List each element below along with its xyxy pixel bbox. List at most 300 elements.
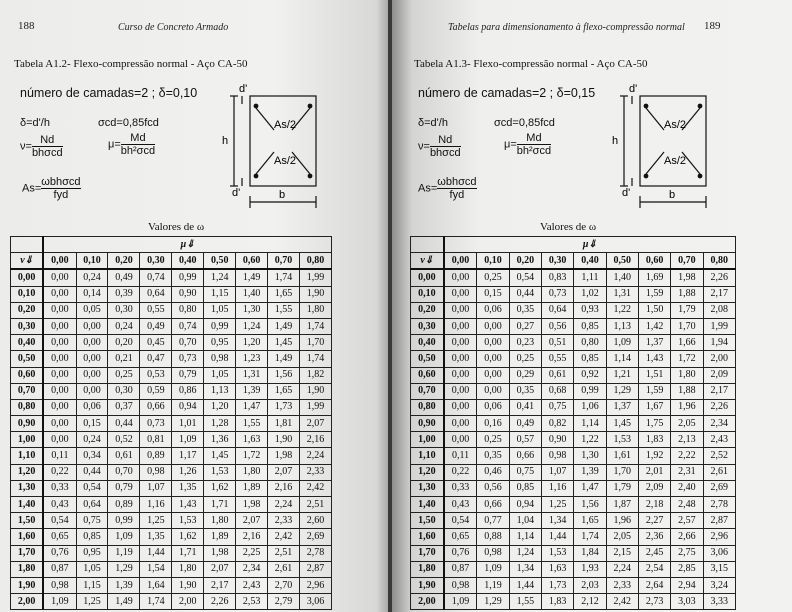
table-cell: 0,22 (43, 464, 76, 480)
table-cell: 1,72 (236, 448, 268, 464)
table-cell: 1,72 (671, 351, 703, 367)
table-cell: 2,07 (300, 416, 332, 432)
table-cell: 1,44 (542, 529, 574, 545)
table-cell: 2,31 (671, 464, 703, 480)
row-label: 0,30 (411, 318, 444, 334)
as-bottom-label: As/2 (274, 155, 297, 167)
table-cell: 2,07 (204, 561, 236, 577)
table-cell: 2,07 (236, 513, 268, 529)
table-cell: 1,90 (300, 383, 332, 399)
table-cell: 1,55 (509, 594, 541, 610)
nu-formula: ν= $\frac{Nd}{\text{bhσcd}}$ (20, 134, 63, 159)
table-cell: 1,13 (204, 383, 236, 399)
table-cell: 2,16 (236, 529, 268, 545)
row-label: 0,10 (11, 286, 44, 302)
table-row (11, 286, 332, 302)
h-label: h (222, 135, 229, 147)
table-cell: 1,73 (542, 577, 574, 593)
table-cell: 1,49 (236, 269, 268, 286)
table-cell: 2,09 (703, 367, 735, 383)
table-row (11, 302, 332, 318)
table-cell: 0,56 (542, 318, 574, 334)
table-cell: 0,00 (76, 335, 108, 351)
table-cell: 0,74 (140, 269, 172, 286)
cross-section-figure (612, 80, 722, 210)
table-cell: 2,51 (300, 497, 332, 513)
nu-formula: ν= $\frac{Nd}{\text{bhσcd}}$ (418, 134, 461, 159)
layer-title: número de camadas=2 ; δ=0,15 (418, 86, 596, 100)
table-cell: 1,81 (268, 416, 300, 432)
table-cell: 0,90 (172, 286, 204, 302)
mu-header-row (411, 237, 736, 253)
row-label: 1,00 (411, 432, 444, 448)
table-cell: 2,43 (703, 432, 735, 448)
table-cell: 0,74 (172, 318, 204, 334)
table-cell: 2,96 (300, 577, 332, 593)
table-cell: 1,43 (172, 497, 204, 513)
left-page (0, 0, 392, 612)
table-cell: 0,30 (108, 383, 140, 399)
table-cell: 0,76 (43, 545, 76, 561)
table-cell: 0,00 (43, 318, 76, 334)
table-cell: 0,25 (509, 351, 541, 367)
row-label: 0,90 (411, 416, 444, 432)
as-formula: As= $\frac{\text{ωbhσcd}}{\text{fyd}}$ (22, 176, 81, 201)
delta-formula: δ=d'/h (20, 117, 50, 129)
table-cell: 0,79 (108, 480, 140, 496)
table-cell: 2,00 (172, 594, 204, 610)
mu-header: μ⇓ (43, 237, 331, 253)
table-cell: 0,56 (477, 480, 509, 496)
row-label: 1,10 (11, 448, 44, 464)
mu-header-row (11, 237, 332, 253)
d-bottom-label: d' (232, 187, 241, 199)
table-cell: 1,37 (606, 399, 638, 415)
table-cell: 1,65 (574, 513, 606, 529)
table-cell: 1,45 (606, 416, 638, 432)
d-top-label: d' (629, 83, 638, 95)
row-label: 0,00 (411, 269, 444, 286)
table-row (411, 577, 736, 593)
table-cell: 0,37 (108, 399, 140, 415)
table-cell: 0,80 (172, 302, 204, 318)
table-cell: 0,00 (444, 416, 477, 432)
table-cell: 1,47 (236, 399, 268, 415)
table-cell: 0,11 (43, 448, 76, 464)
omega-table (410, 236, 736, 610)
table-cell: 0,66 (140, 399, 172, 415)
right-page (392, 0, 792, 612)
table-cell: 0,00 (444, 383, 477, 399)
table-cell: 1,59 (638, 383, 670, 399)
column-header: 0,40 (172, 253, 204, 270)
table-cell: 1,23 (236, 351, 268, 367)
table-cell: 0,52 (108, 432, 140, 448)
table-cell: 2,33 (268, 513, 300, 529)
table-cell: 0,06 (76, 399, 108, 415)
table-cell: 1,20 (236, 335, 268, 351)
table-cell: 2,70 (268, 577, 300, 593)
row-label: 0,10 (411, 286, 444, 302)
table-cell: 3,33 (703, 594, 735, 610)
table-cell: 1,90 (172, 577, 204, 593)
table-cell: 0,00 (43, 383, 76, 399)
table-cell: 2,16 (268, 480, 300, 496)
row-label: 0,20 (11, 302, 44, 318)
table-cell: 2,03 (574, 577, 606, 593)
row-label: 1,80 (411, 561, 444, 577)
table-cell: 0,54 (43, 513, 76, 529)
table-cell: 0,94 (172, 399, 204, 415)
table-cell: 2,69 (300, 529, 332, 545)
row-label: 1,10 (411, 448, 444, 464)
table-cell: 1,89 (236, 480, 268, 496)
table-cell: 1,17 (172, 448, 204, 464)
table-cell: 1,30 (574, 448, 606, 464)
table-cell: 1,09 (477, 561, 509, 577)
table-cell: 0,00 (43, 416, 76, 432)
table-cell: 0,00 (43, 432, 76, 448)
b-label: b (279, 189, 286, 201)
row-label: 1,20 (11, 464, 44, 480)
table-cell: 1,83 (638, 432, 670, 448)
table-cell: 1,94 (703, 335, 735, 351)
column-header: 0,70 (268, 253, 300, 270)
row-label: 1,30 (11, 480, 44, 496)
table-cell: 1,80 (236, 464, 268, 480)
table-cell: 0,35 (509, 383, 541, 399)
table-row (11, 577, 332, 593)
table-cell: 0,24 (108, 318, 140, 334)
table-cell: 1,20 (204, 399, 236, 415)
table-cell: 2,87 (300, 561, 332, 577)
table-cell: 2,08 (703, 302, 735, 318)
table-cell: 0,39 (108, 286, 140, 302)
row-label: 1,70 (411, 545, 444, 561)
table-cell: 0,27 (509, 318, 541, 334)
table-cell: 0,73 (542, 286, 574, 302)
omega-table (10, 236, 332, 610)
table-cell: 1,74 (300, 318, 332, 334)
table-cell: 0,44 (509, 286, 541, 302)
table-cell: 0,89 (108, 497, 140, 513)
table-cell: 0,98 (140, 464, 172, 480)
table-cell: 2,48 (671, 497, 703, 513)
table-cell: 1,13 (606, 318, 638, 334)
mu-formula: μ= $\frac{Md}{\text{bh²σcd}}$ (504, 132, 552, 157)
table-cell: 1,44 (140, 545, 172, 561)
table-cell: 0,20 (108, 335, 140, 351)
row-label: 1,40 (411, 497, 444, 513)
table-cell: 1,98 (268, 448, 300, 464)
table-row (11, 561, 332, 577)
table-cell: 2,26 (703, 399, 735, 415)
corner-cell (411, 237, 444, 253)
table-cell: 1,96 (671, 399, 703, 415)
table-cell: 2,01 (638, 464, 670, 480)
table-cell: 1,96 (606, 513, 638, 529)
table-cell: 0,64 (542, 302, 574, 318)
table-cell: 0,29 (509, 367, 541, 383)
table-cell: 1,44 (509, 577, 541, 593)
table-cell: 1,99 (703, 318, 735, 334)
table-row (411, 594, 736, 610)
table-row (11, 529, 332, 545)
table-cell: 1,25 (140, 513, 172, 529)
table-cell: 1,34 (509, 561, 541, 577)
table-cell: 1,99 (300, 269, 332, 286)
table-cell: 0,79 (172, 367, 204, 383)
table-cell: 1,11 (574, 269, 606, 286)
table-cell: 1,31 (236, 367, 268, 383)
running-header: Tabelas para dimensionamento à flexo-compressão normal (448, 22, 685, 33)
column-header: 0,60 (236, 253, 268, 270)
table-cell: 0,81 (140, 432, 172, 448)
table-cell: 1,90 (268, 432, 300, 448)
row-label: 1,60 (411, 529, 444, 545)
table-cell: 1,79 (671, 302, 703, 318)
table-cell: 1,25 (76, 594, 108, 610)
table-cell: 2,66 (671, 529, 703, 545)
table-cell: 0,65 (444, 529, 477, 545)
column-header: 0,20 (108, 253, 140, 270)
table-cell: 1,79 (606, 480, 638, 496)
table-cell: 1,70 (300, 335, 332, 351)
table-cell: 1,87 (606, 497, 638, 513)
row-label: 2,00 (411, 594, 444, 610)
table-cell: 1,02 (574, 286, 606, 302)
table-cell: 2,17 (703, 286, 735, 302)
table-cell: 0,88 (477, 529, 509, 545)
table-cell: 1,09 (172, 432, 204, 448)
page-number: 188 (18, 20, 35, 32)
table-cell: 1,07 (542, 464, 574, 480)
table-cell: 1,98 (204, 545, 236, 561)
table-cell: 0,85 (574, 318, 606, 334)
table-row (411, 416, 736, 432)
valores-label: Valores de ω (540, 221, 597, 233)
table-cell: 0,15 (477, 286, 509, 302)
mu-formula: μ= $\frac{Md}{\text{bh²σcd}}$ (108, 132, 156, 157)
nu-header: ν⇓ (11, 253, 44, 270)
table-cell: 1,14 (606, 351, 638, 367)
table-cell: 1,82 (300, 367, 332, 383)
table-cell: 0,00 (43, 269, 76, 286)
row-label: 0,90 (11, 416, 44, 432)
table-cell: 3,03 (671, 594, 703, 610)
table-cell: 2,78 (703, 497, 735, 513)
table-cell: 0,00 (43, 286, 76, 302)
table-cell: 1,88 (671, 383, 703, 399)
table-row (411, 561, 736, 577)
table-cell: 0,61 (542, 367, 574, 383)
column-header: 0,70 (671, 253, 703, 270)
table-cell: 0,43 (43, 497, 76, 513)
table-cell: 1,62 (204, 480, 236, 496)
table-cell: 0,00 (43, 399, 76, 415)
page-number: 189 (704, 20, 721, 32)
table-row (411, 448, 736, 464)
table-cell: 0,85 (76, 529, 108, 545)
table-cell: 2,85 (671, 561, 703, 577)
table-cell: 1,16 (140, 497, 172, 513)
table-cell: 0,23 (509, 335, 541, 351)
row-label: 0,80 (11, 399, 44, 415)
table-cell: 1,35 (172, 480, 204, 496)
row-label: 1,80 (11, 561, 44, 577)
table-cell: 1,53 (542, 545, 574, 561)
table-cell: 0,57 (509, 432, 541, 448)
table-cell: 0,00 (477, 335, 509, 351)
table-cell: 0,66 (477, 497, 509, 513)
table-cell: 0,73 (172, 351, 204, 367)
table-cell: 1,28 (204, 416, 236, 432)
table-cell: 0,75 (509, 464, 541, 480)
row-label: 1,20 (411, 464, 444, 480)
table-cell: 2,57 (671, 513, 703, 529)
table-cell: 0,54 (509, 269, 541, 286)
table-cell: 0,98 (542, 448, 574, 464)
row-label: 1,50 (11, 513, 44, 529)
table-cell: 2,69 (703, 480, 735, 496)
table-cell: 0,98 (204, 351, 236, 367)
table-cell: 0,00 (43, 367, 76, 383)
table-cell: 0,35 (477, 448, 509, 464)
table-cell: 1,29 (108, 561, 140, 577)
row-label: 0,50 (411, 351, 444, 367)
table-cell: 0,53 (140, 367, 172, 383)
table-cell: 1,74 (574, 529, 606, 545)
table-cell: 1,19 (108, 545, 140, 561)
table-row (11, 464, 332, 480)
table-row (411, 513, 736, 529)
table-row (411, 269, 736, 286)
table-cell: 0,89 (140, 448, 172, 464)
column-header: 0,00 (444, 253, 477, 270)
table-cell: 1,51 (638, 367, 670, 383)
table-cell: 1,63 (542, 561, 574, 577)
table-row (411, 286, 736, 302)
table-row (411, 335, 736, 351)
row-label: 1,50 (411, 513, 444, 529)
table-cell: 0,05 (76, 302, 108, 318)
table-cell: 1,24 (236, 318, 268, 334)
column-header: 0,10 (76, 253, 108, 270)
table-row (411, 480, 736, 496)
table-cell: 1,53 (172, 513, 204, 529)
table-row (11, 448, 332, 464)
table-cell: 1,88 (671, 286, 703, 302)
table-cell: 0,46 (477, 464, 509, 480)
table-cell: 0,11 (444, 448, 477, 464)
mu-header: μ⇓ (444, 237, 736, 253)
row-label: 0,20 (411, 302, 444, 318)
row-label: 0,00 (11, 269, 44, 286)
table-cell: 2,07 (268, 464, 300, 480)
table-cell: 2,34 (236, 561, 268, 577)
table-cell: 1,56 (268, 367, 300, 383)
column-header: 0,40 (574, 253, 606, 270)
table-cell: 1,21 (606, 367, 638, 383)
table-cell: 1,09 (444, 594, 477, 610)
table-cell: 1,80 (172, 561, 204, 577)
table-cell: 2,61 (703, 464, 735, 480)
table-cell: 2,42 (268, 529, 300, 545)
table-cell: 1,22 (606, 302, 638, 318)
table-cell: 1,74 (140, 594, 172, 610)
row-label: 0,70 (411, 383, 444, 399)
table-cell: 1,07 (140, 480, 172, 496)
as-bottom-label: As/2 (664, 155, 687, 167)
table-cell: 2,43 (236, 577, 268, 593)
table-cell: 1,65 (268, 383, 300, 399)
table-cell: 1,40 (606, 269, 638, 286)
table-cell: 2,24 (268, 497, 300, 513)
table-cell: 0,15 (76, 416, 108, 432)
table-cell: 1,53 (204, 464, 236, 480)
d-bottom-label: d' (622, 187, 631, 199)
table-cell: 0,00 (444, 351, 477, 367)
table-cell: 1,83 (542, 594, 574, 610)
table-caption: Tabela A1.2- Flexo-compressão normal - Aço CA-50 (14, 58, 248, 70)
table-cell: 1,73 (268, 399, 300, 415)
table-cell: 1,31 (606, 286, 638, 302)
table-row (11, 497, 332, 513)
table-cell: 0,99 (204, 318, 236, 334)
table-row (411, 351, 736, 367)
valores-label: Valores de ω (148, 221, 205, 233)
table-cell: 1,66 (671, 335, 703, 351)
table-cell: 0,33 (444, 480, 477, 496)
table-cell: 1,62 (172, 529, 204, 545)
column-header: 0,80 (300, 253, 332, 270)
table-cell: 0,70 (172, 335, 204, 351)
table-cell: 0,94 (509, 497, 541, 513)
column-header: 0,30 (140, 253, 172, 270)
row-label: 1,00 (11, 432, 44, 448)
table-cell: 1,56 (574, 497, 606, 513)
table-cell: 1,06 (574, 399, 606, 415)
table-cell: 2,26 (204, 594, 236, 610)
table-cell: 2,26 (703, 269, 735, 286)
table-row (411, 432, 736, 448)
table-cell: 1,05 (204, 367, 236, 383)
table-cell: 0,34 (76, 448, 108, 464)
row-label: 1,90 (11, 577, 44, 593)
table-cell: 0,66 (509, 448, 541, 464)
delta-formula: δ=d'/h (418, 117, 448, 129)
table-cell: 2,05 (671, 416, 703, 432)
table-cell: 0,86 (172, 383, 204, 399)
table-cell: 0,00 (477, 383, 509, 399)
table-cell: 1,39 (236, 383, 268, 399)
table-row (411, 383, 736, 399)
table-row (411, 367, 736, 383)
table-cell: 0,98 (477, 545, 509, 561)
table-cell: 1,09 (108, 529, 140, 545)
table-cell: 2,25 (236, 545, 268, 561)
table-cell: 0,00 (76, 318, 108, 334)
table-row (11, 545, 332, 561)
table-cell: 1,40 (236, 286, 268, 302)
table-cell: 0,00 (444, 399, 477, 415)
table-cell: 1,22 (574, 432, 606, 448)
table-cell: 2,24 (606, 561, 638, 577)
column-header: 0,80 (703, 253, 735, 270)
table-row (411, 529, 736, 545)
table-cell: 1,15 (76, 577, 108, 593)
as-top-label: As/2 (274, 119, 297, 131)
